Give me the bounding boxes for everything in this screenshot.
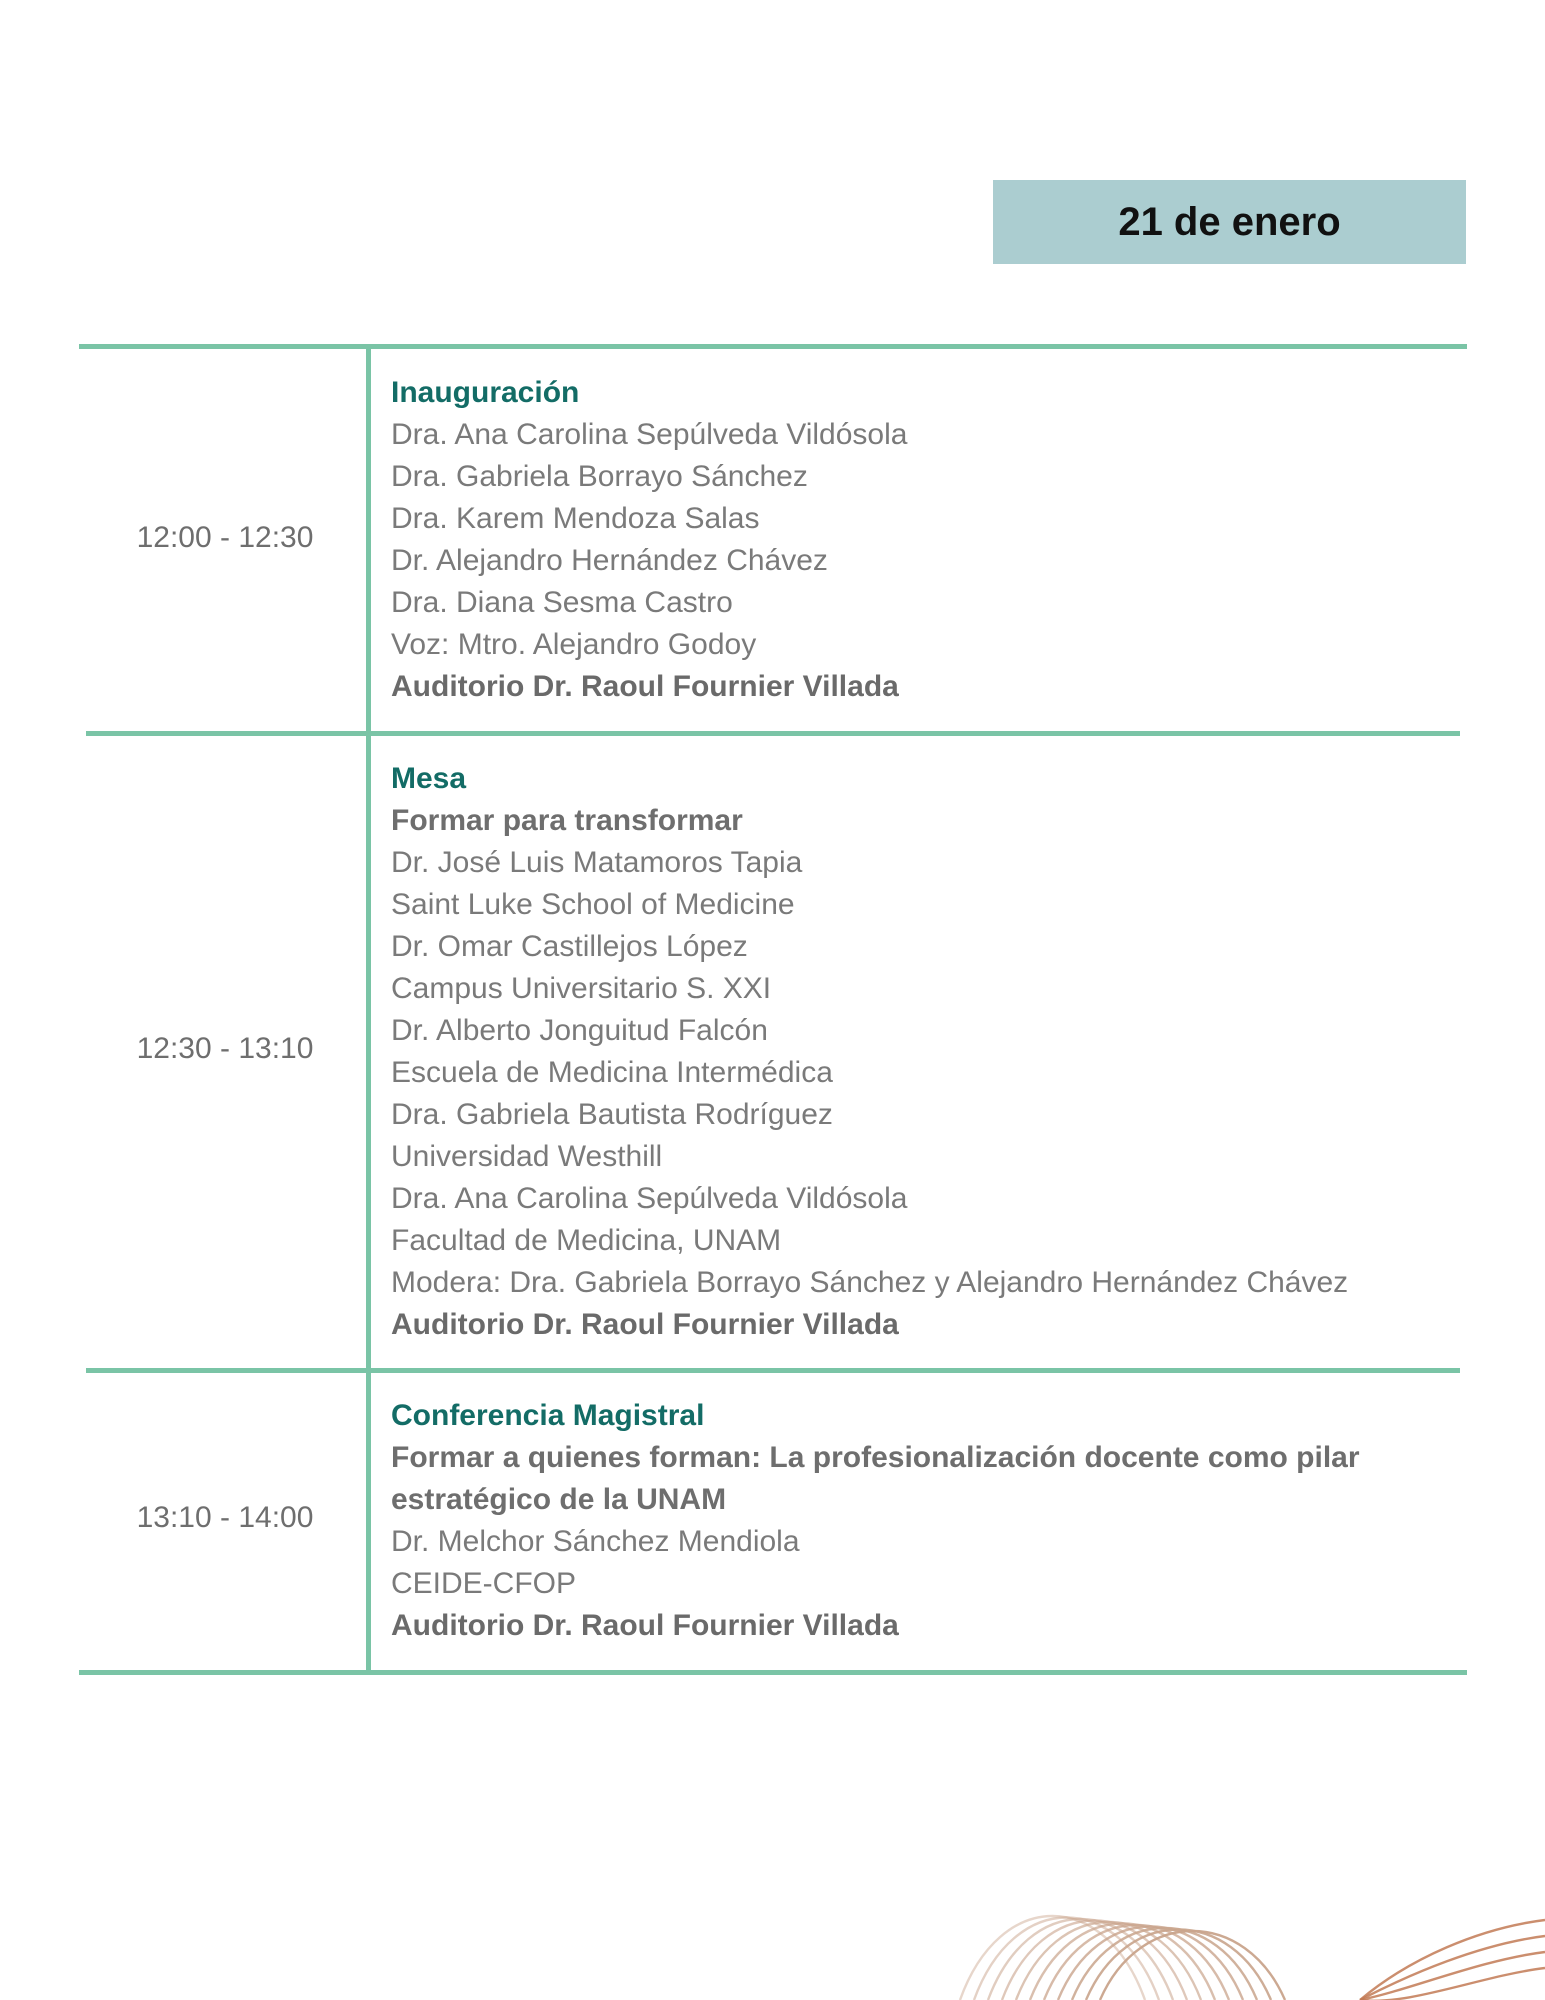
session-venue: Auditorio Dr. Raoul Fournier Villada — [391, 1308, 899, 1341]
session-title: Conferencia Magistral — [391, 1399, 705, 1432]
session-subtitle: Formar a quienes forman: La profesionalización docente como pilar — [391, 1441, 1360, 1474]
participant-line: Dra. Diana Sesma Castro — [391, 586, 733, 619]
date-badge — [993, 180, 1466, 264]
session-details — [391, 372, 1471, 708]
session-details — [391, 758, 1471, 1346]
participant-line: Dr. Omar Castillejos López — [391, 930, 748, 963]
session-venue: Auditorio Dr. Raoul Fournier Villada — [391, 1609, 899, 1642]
session-subtitle: estratégico de la UNAM — [391, 1483, 727, 1516]
row-divider-2 — [86, 1368, 1460, 1373]
participant-line: Dr. Alberto Jonguitud Falcón — [391, 1014, 768, 1047]
participant-line: Escuela de Medicina Intermédica — [391, 1056, 833, 1089]
session-venue: Auditorio Dr. Raoul Fournier Villada — [391, 670, 899, 703]
participant-line: Dr. Alejandro Hernández Chávez — [391, 544, 828, 577]
session-time: 13:10 - 14:00 — [136, 1501, 314, 1534]
session-time: 12:00 - 12:30 — [136, 521, 314, 554]
participant-line: Universidad Westhill — [391, 1140, 663, 1173]
participant-line: Voz: Mtro. Alejandro Godoy — [391, 628, 757, 661]
table-top-divider — [79, 344, 1467, 349]
participant-line: Dra. Karem Mendoza Salas — [391, 502, 760, 535]
date-label: 21 de enero — [1118, 199, 1341, 244]
participant-line: Saint Luke School of Medicine — [391, 888, 795, 921]
participant-line: Dra. Gabriela Borrayo Sánchez — [391, 460, 808, 493]
session-subtitle: Formar para transformar — [391, 804, 743, 837]
session-details — [391, 1395, 1471, 1647]
session-title: Inauguración — [391, 376, 580, 409]
table-bottom-divider — [79, 1670, 1467, 1675]
participant-line: Dra. Gabriela Bautista Rodríguez — [391, 1098, 833, 1131]
row-divider-1 — [86, 731, 1460, 736]
participant-line: CEIDE-CFOP — [391, 1567, 577, 1600]
moderator-line: Modera: Dra. Gabriela Borrayo Sánchez y Alejandro Hernández Chávez — [391, 1266, 1349, 1299]
session-time: 12:30 - 13:10 — [136, 1032, 314, 1065]
session-title: Mesa — [391, 762, 467, 795]
participant-line: Facultad de Medicina, UNAM — [391, 1224, 782, 1257]
participant-line: Dr. Melchor Sánchez Mendiola — [391, 1525, 800, 1558]
decorative-arc — [1086, 1930, 1271, 2000]
participant-line: Campus Universitario S. XXI — [391, 972, 772, 1005]
participant-line: Dr. José Luis Matamoros Tapia — [391, 846, 803, 879]
participant-line: Dra. Ana Carolina Sepúlveda Vildósola — [391, 1182, 908, 1215]
decorative-wave-graphic — [940, 1880, 1545, 2000]
participant-line: Dra. Ana Carolina Sepúlveda Vildósola — [391, 418, 908, 451]
